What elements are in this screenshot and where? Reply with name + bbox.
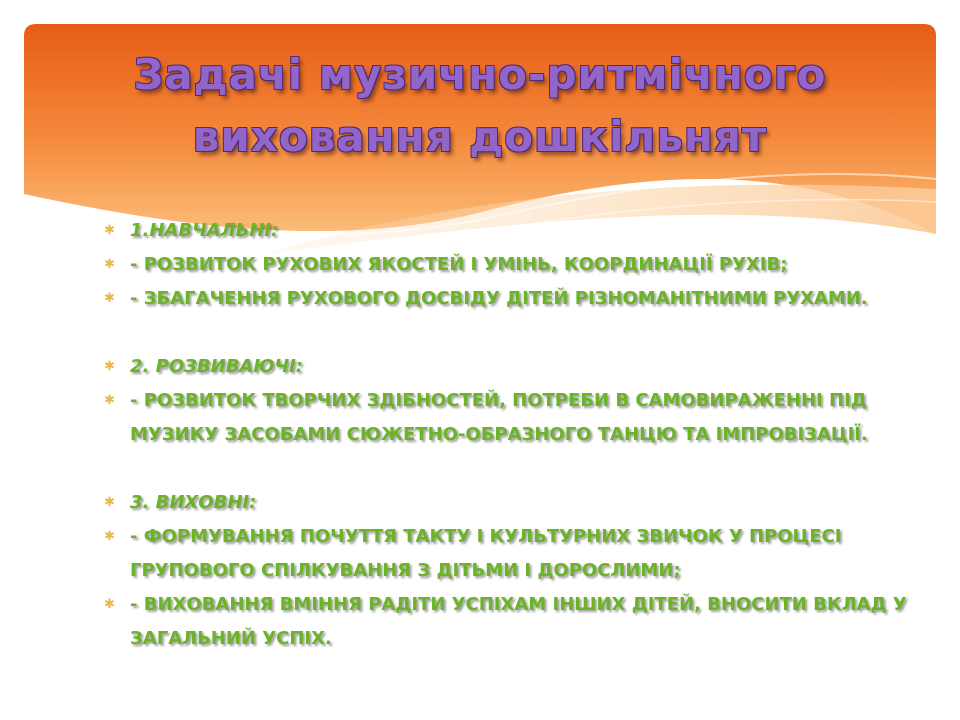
asterisk-bullet-icon: ✱: [104, 529, 115, 544]
slide-title: [24, 44, 936, 168]
item-text: 1.НАВЧАЛЬНІ:: [130, 220, 279, 241]
asterisk-bullet-icon: ✱: [104, 223, 115, 238]
asterisk-bullet-icon: ✱: [104, 393, 115, 408]
list-item: [104, 384, 934, 452]
asterisk-bullet-icon: ✱: [104, 257, 115, 272]
asterisk-bullet-icon: ✱: [104, 291, 115, 306]
list-item: [104, 248, 934, 282]
list-item: [104, 282, 934, 316]
task-list: [104, 214, 934, 656]
asterisk-bullet-icon: ✱: [104, 495, 115, 510]
list-item: [104, 350, 934, 384]
list-item: [104, 588, 934, 656]
item-text: - РОЗВИТОК ТВОРЧИХ ЗДІБНОСТЕЙ, ПОТРЕБИ В САМОВИРАЖЕННІ ПІД МУЗИКУ ЗАСОБАМИ СЮЖЕТНО-ОБРАЗНОГО ТАНЦЮ ТА ІМПРОВІЗАЦІЇ.: [130, 390, 868, 445]
list-item: [104, 486, 934, 520]
item-text: - ЗБАГАЧЕННЯ РУХОВОГО ДОСВІДУ ДІТЕЙ РІЗНОМАНІТНИМИ РУХАМИ.: [130, 288, 868, 309]
list-item: [104, 214, 934, 248]
title-line-2: виховання дошкільнят: [192, 112, 768, 161]
item-text: - ФОРМУВАННЯ ПОЧУТТЯ ТАКТУ І КУЛЬТУРНИХ ЗВИЧОК У ПРОЦЕСІ ГРУПОВОГО СПІЛКУВАННЯ З ДІТЬМИ І ДОРОСЛИМИ;: [130, 526, 842, 581]
item-text: - РОЗВИТОК РУХОВИХ ЯКОСТЕЙ І УМІНЬ, КООРДИНАЦІЇ РУХІВ;: [130, 254, 788, 275]
title-line-1: Задачі музично-ритмічного: [133, 50, 827, 99]
item-text: - ВИХОВАННЯ ВМІННЯ РАДІТИ УСПІХАМ ІНШИХ ДІТЕЙ, ВНОСИТИ ВКЛАД У ЗАГАЛЬНИЙ УСПІХ.: [130, 594, 907, 649]
asterisk-bullet-icon: ✱: [104, 597, 115, 612]
list-item: [104, 520, 934, 588]
item-text: 2. РОЗВИВАЮЧІ:: [130, 356, 303, 377]
item-text: 3. ВИХОВНІ:: [130, 492, 257, 513]
asterisk-bullet-icon: ✱: [104, 359, 115, 374]
